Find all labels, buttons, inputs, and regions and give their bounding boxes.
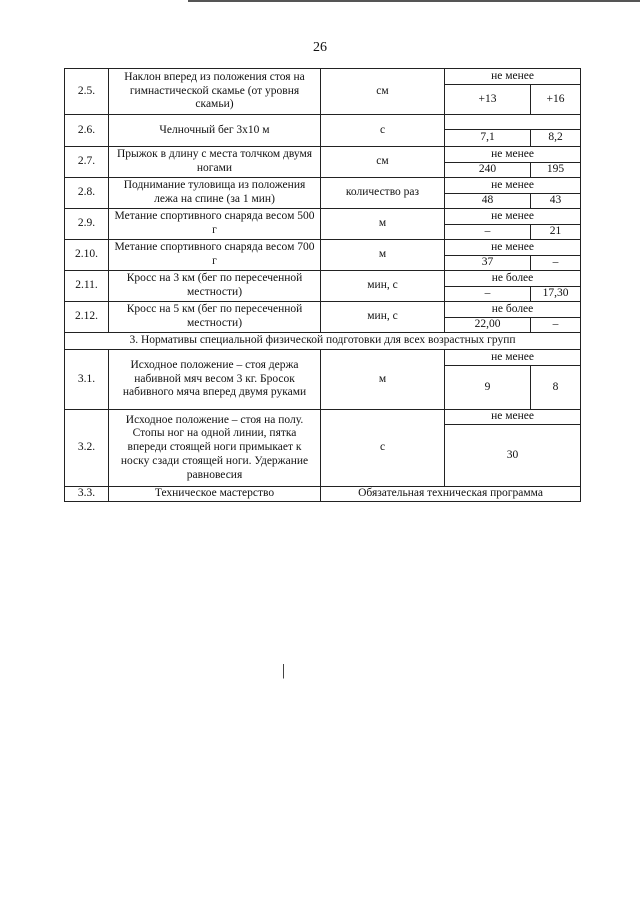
value-cell: –	[531, 256, 581, 271]
technical-program: Обязательная техническая программа	[321, 487, 581, 502]
row-unit: мин, с	[321, 271, 445, 302]
value-cell: –	[445, 225, 531, 240]
top-rule	[188, 0, 640, 2]
value-cell: 21	[531, 225, 581, 240]
value-cell: 8	[531, 366, 581, 410]
row-condition: не менее	[445, 69, 581, 85]
row-condition: не менее	[445, 240, 581, 256]
table-row	[65, 69, 581, 85]
row-number: 3.1.	[65, 350, 109, 410]
row-description: Прыжок в длину с места толчком двумя ногами	[109, 147, 321, 178]
row-condition	[445, 115, 581, 130]
value-cell: 48	[445, 194, 531, 209]
table-row	[65, 271, 581, 287]
row-condition: не менее	[445, 178, 581, 194]
value-cell: 195	[531, 163, 581, 178]
norms-table	[64, 68, 581, 502]
row-description: Кросс на 5 км (бег по пересеченной местности)	[109, 302, 321, 333]
row-description: Наклон вперед из положения стоя на гимнастической скамье (от уровня скамьи)	[109, 69, 321, 115]
value-cell: 7,1	[445, 130, 531, 147]
value-cell: 22,00	[445, 318, 531, 333]
row-number: 2.10.	[65, 240, 109, 271]
row-number: 2.7.	[65, 147, 109, 178]
value-cell: –	[531, 318, 581, 333]
value-cell: 30	[445, 425, 581, 487]
row-description: Метание спортивного снаряда весом 700 г	[109, 240, 321, 271]
table-row	[65, 487, 581, 502]
table-row	[65, 410, 581, 425]
row-condition: не менее	[445, 209, 581, 225]
row-condition: не менее	[445, 147, 581, 163]
table-row	[65, 178, 581, 194]
row-number: 2.11.	[65, 271, 109, 302]
row-unit: см	[321, 147, 445, 178]
row-description: Метание спортивного снаряда весом 500 г	[109, 209, 321, 240]
value-cell: 9	[445, 366, 531, 410]
value-cell: +16	[531, 85, 581, 115]
row-condition: не менее	[445, 410, 581, 425]
row-condition: не более	[445, 271, 581, 287]
row-unit: мин, с	[321, 302, 445, 333]
value-cell: 8,2	[531, 130, 581, 147]
row-number: 2.8.	[65, 178, 109, 209]
norms-table-body	[65, 69, 581, 502]
value-cell: 17,30	[531, 287, 581, 302]
row-number: 2.9.	[65, 209, 109, 240]
stray-mark: |	[282, 662, 286, 679]
row-number: 2.6.	[65, 115, 109, 147]
row-description: Техническое мастерство	[109, 487, 321, 502]
row-condition: не менее	[445, 350, 581, 366]
table-row	[65, 302, 581, 318]
value-cell: +13	[445, 85, 531, 115]
row-description: Кросс на 3 км (бег по пересеченной местности)	[109, 271, 321, 302]
row-unit: количество раз	[321, 178, 445, 209]
row-unit: м	[321, 209, 445, 240]
row-unit: с	[321, 115, 445, 147]
table-row	[65, 115, 581, 130]
row-condition: не более	[445, 302, 581, 318]
row-number: 2.12.	[65, 302, 109, 333]
row-number: 3.3.	[65, 487, 109, 502]
table-row	[65, 350, 581, 366]
table-row	[65, 240, 581, 256]
row-description: Исходное положение – стоя держа набивной мяч весом 3 кг. Бросок набивного мяча вперед двумя руками	[109, 350, 321, 410]
table-row	[65, 209, 581, 225]
row-number: 3.2.	[65, 410, 109, 487]
value-cell: 240	[445, 163, 531, 178]
section-header-row	[65, 333, 581, 350]
row-unit: с	[321, 410, 445, 487]
value-cell: 37	[445, 256, 531, 271]
row-unit: м	[321, 350, 445, 410]
page-number: 26	[313, 40, 327, 55]
table-row	[65, 147, 581, 163]
value-cell: –	[445, 287, 531, 302]
row-description: Челночный бег 3х10 м	[109, 115, 321, 147]
section-title: 3. Нормативы специальной физической подготовки для всех возрастных групп	[65, 333, 581, 350]
row-number: 2.5.	[65, 69, 109, 115]
row-description: Поднимание туловища из положения лежа на спине (за 1 мин)	[109, 178, 321, 209]
row-unit: м	[321, 240, 445, 271]
value-cell: 43	[531, 194, 581, 209]
row-description: Исходное положение – стоя на полу. Стопы ног на одной линии, пятка впереди стоящей ноги примыкает к носку сзади стоящей ноги. Удержание равновесия	[109, 410, 321, 487]
row-unit: см	[321, 69, 445, 115]
